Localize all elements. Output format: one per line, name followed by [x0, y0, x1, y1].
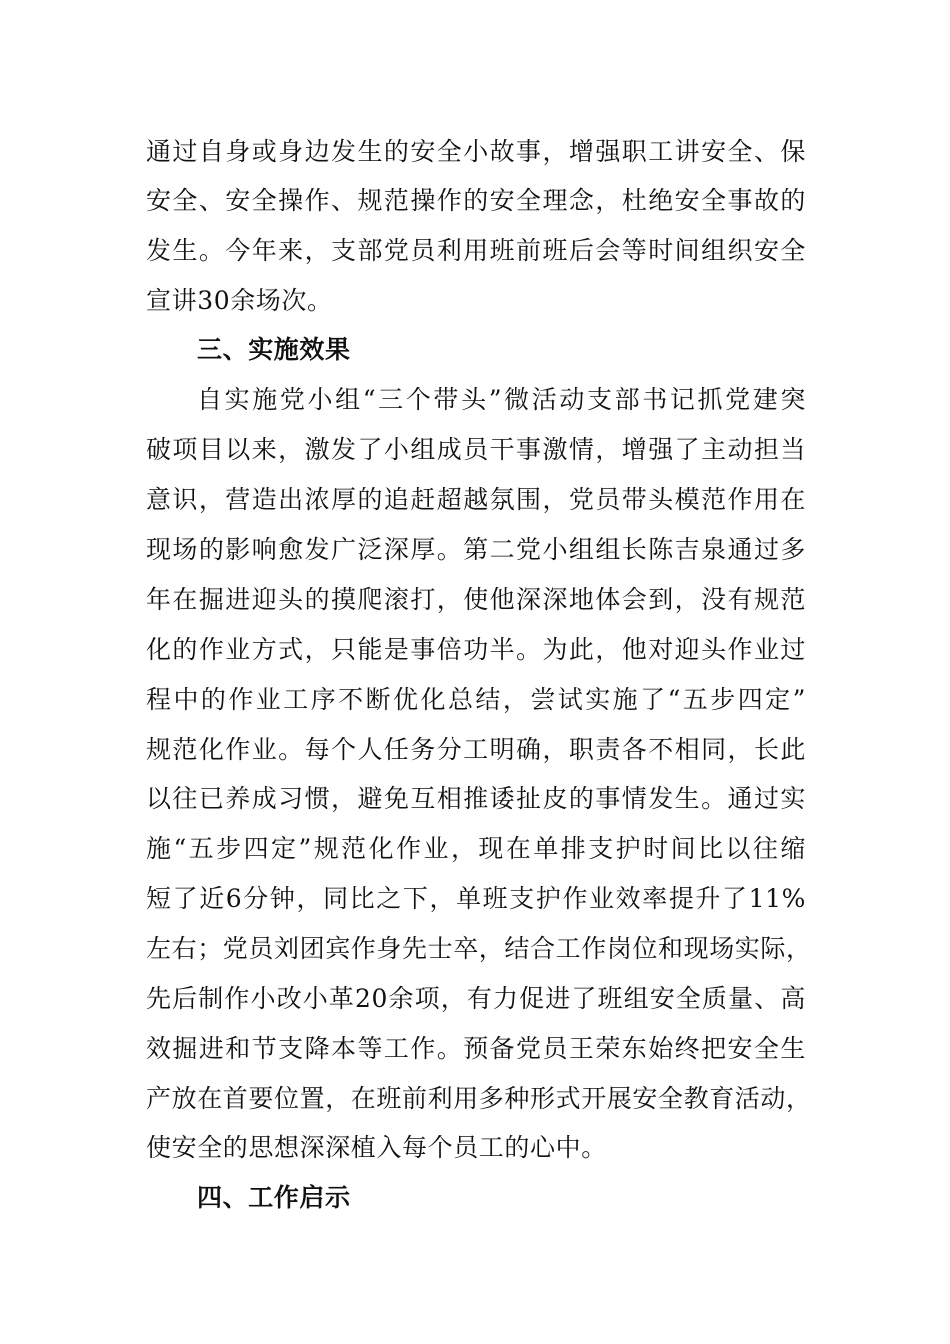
paragraph-2-line-4: 现场的影响愈发广泛深厚。第二党小组组长陈吉泉通过多: [146, 535, 806, 564]
paragraph-2-line-9: 以往已养成习惯，避免互相推诿扯皮的事情发生。通过实: [146, 784, 806, 813]
paragraph-1-line-3: 发生。今年来，支部党员利用班前班后会等时间组织安全: [146, 236, 806, 265]
paragraph-1-line-1: 通过自身或身边发生的安全小故事，增强职工讲安全、保: [146, 137, 806, 166]
paragraph-2-line-6: 化的作业方式，只能是事倍功半。为此，他对迎头作业过: [146, 635, 806, 664]
paragraph-2-line-12: 左右；党员刘团宾作身先士卒，结合工作岗位和现场实际，: [146, 934, 812, 963]
section-heading-4: 四、工作启示: [197, 1183, 351, 1212]
paragraph-2-line-3: 意识，营造出浓厚的追赶超越氛围，党员带头模范作用在: [146, 485, 806, 514]
paragraph-2-line-16: 使安全的思想深深植入每个员工的心中。: [146, 1133, 607, 1162]
paragraph-2-line-10: 施“五步四定”规范化作业，现在单排支护时间比以往缩: [146, 834, 806, 863]
paragraph-2-line-11: 短了近6分钟，同比之下，单班支护作业效率提升了11%: [146, 884, 806, 913]
paragraph-2-line-7: 程中的作业工序不断优化总结，尝试实施了“五步四定”: [146, 685, 806, 714]
section-heading-3: 三、实施效果: [197, 335, 351, 364]
paragraph-2-line-13: 先后制作小改小革20余项，有力促进了班组安全质量、高: [146, 984, 806, 1013]
paragraph-1-line-2: 安全、安全操作、规范操作的安全理念，杜绝安全事故的: [146, 186, 806, 215]
paragraph-1-line-4: 宣讲30余场次。: [146, 286, 333, 315]
paragraph-2-line-2: 破项目以来，激发了小组成员干事激情，增强了主动担当: [146, 435, 806, 464]
paragraph-2-line-14: 效掘进和节支降本等工作。预备党员王荣东始终把安全生: [146, 1034, 806, 1063]
paragraph-2-line-8: 规范化作业。每个人任务分工明确，职责各不相同，长此: [146, 735, 806, 764]
paragraph-2-line-5: 年在掘进迎头的摸爬滚打，使他深深地体会到，没有规范: [146, 585, 806, 614]
paragraph-2-line-15: 产放在首要位置，在班前利用多种形式开展安全教育活动，: [146, 1084, 812, 1113]
paragraph-2-line-1: 自实施党小组“三个带头”微活动支部书记抓党建突: [197, 385, 806, 414]
